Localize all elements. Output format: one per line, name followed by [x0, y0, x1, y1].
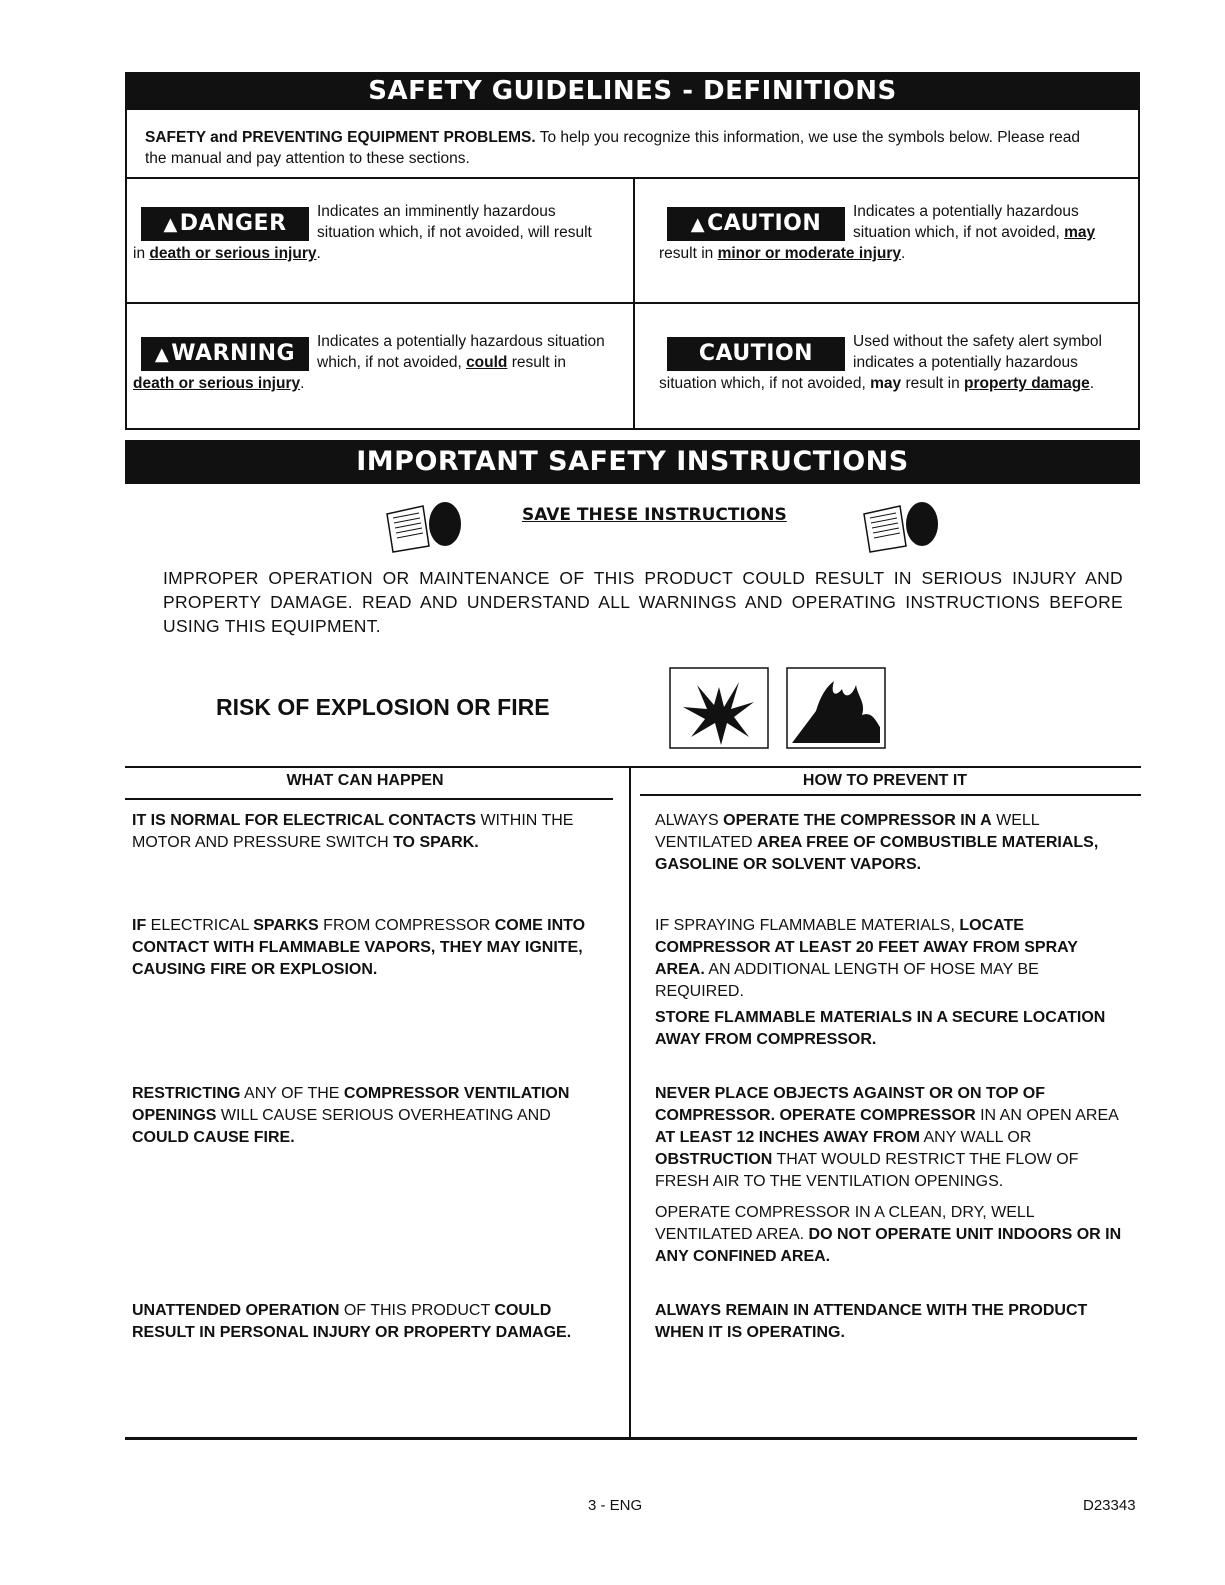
bold-text: SPARKS — [253, 917, 319, 934]
intro-bold: SAFETY and PREVENTING EQUIPMENT PROBLEMS. — [145, 129, 536, 146]
bold-text: STORE FLAMMABLE MATERIALS IN A SECURE LOCATION AWAY FROM COMPRESSOR. — [655, 1009, 1106, 1048]
warning-consequence: death or serious injury — [133, 375, 301, 392]
prevention-cell — [655, 1300, 1130, 1344]
bold-text: RESTRICTING — [132, 1085, 241, 1102]
warning-text-2: result in — [507, 354, 566, 371]
bold-text: NEVER PLACE OBJECTS AGAINST OR ON TOP OF COMPRESSOR. OPERATE COMPRESSOR — [655, 1085, 1045, 1124]
text: IN AN OPEN AREA — [975, 1107, 1118, 1124]
intro-text: To help you recognize this information, we use the symbols below. Please read the manual and pay attention to these sections. — [145, 129, 1080, 167]
text: ALWAYS — [655, 812, 724, 829]
period: . — [901, 245, 906, 262]
period: . — [1089, 375, 1095, 392]
warning-text: Indicates a potentially hazardous situation which, if not avoided, — [317, 333, 605, 371]
warning-definition — [133, 331, 607, 394]
caution-plain-text: Used without the safety alert symbol indicates a potentially hazardous situation which, if not avoided, — [659, 333, 1102, 392]
text: THAT WOULD RESTRICT THE FLOW OF FRESH AIR TO THE VENTILATION OPENINGS. — [655, 1151, 1079, 1190]
text: ANY WALL OR — [919, 1129, 1032, 1146]
danger-consequence: death or serious injury — [149, 245, 317, 262]
caution-plain-signal — [667, 337, 845, 371]
risk-title: RISK OF EXPLOSION OR FIRE — [216, 694, 550, 720]
bold-text: COULD RESULT IN PERSONAL INJURY OR PROPERTY DAMAGE. — [132, 1302, 572, 1341]
bold-text: COME INTO CONTACT WITH FLAMMABLE VAPORS, THEY MAY IGNITE, CAUSING FIRE OR EXPLOSION. — [132, 917, 586, 978]
bold-text: TO SPARK. — [393, 834, 479, 851]
caution-plain-text-2: result in — [901, 375, 965, 392]
prevention-cell — [655, 1202, 1130, 1268]
prevention-cell — [655, 1083, 1130, 1193]
table-top-rule — [125, 766, 1141, 768]
bold-text: COMPRESSOR VENTILATION OPENINGS — [132, 1085, 570, 1124]
text: ELECTRICAL — [146, 917, 254, 934]
prevention-cell — [655, 810, 1130, 876]
bold-text: AREA FREE OF COMBUSTIBLE MATERIALS, GASOLINE OR SOLVENT VAPORS. — [655, 834, 1099, 873]
table-header-rule — [640, 794, 1141, 796]
divider — [633, 177, 635, 430]
hazard-cell — [132, 1083, 602, 1149]
text: WILL CAUSE SERIOUS OVERHEATING AND — [216, 1107, 551, 1124]
definitions-box — [125, 107, 1140, 430]
read-manual-icon — [862, 496, 942, 554]
bold-text: IF — [132, 917, 147, 934]
alert-triangle-icon: ▲ — [163, 214, 178, 235]
warning-label: WARNING — [171, 341, 296, 366]
caution-alert-signal — [667, 207, 845, 241]
text: AN ADDITIONAL LENGTH OF HOSE MAY BE REQUIRED. — [655, 961, 1039, 1000]
danger-signal — [141, 207, 309, 241]
caution-text: Indicates a potentially hazardous situation which, if not avoided, — [853, 203, 1079, 241]
column-header-what: WHAT CAN HAPPEN — [286, 772, 444, 789]
prevention-cell — [655, 1007, 1130, 1051]
document-code: D23343 — [1083, 1497, 1136, 1514]
text: IF SPRAYING FLAMMABLE MATERIALS, — [655, 917, 960, 934]
caution-may: may — [1064, 224, 1096, 241]
caution-plain-may: may — [870, 375, 902, 392]
text: WITHIN THE MOTOR AND PRESSURE SWITCH — [132, 812, 574, 851]
bold-text: OPERATE THE COMPRESSOR IN A — [723, 812, 992, 829]
intro-paragraph — [145, 127, 1105, 169]
bold-text: AT LEAST 12 INCHES AWAY FROM — [655, 1129, 920, 1146]
fire-icon — [786, 667, 886, 749]
danger-definition — [133, 201, 607, 264]
text: OPERATE COMPRESSOR IN A CLEAN, DRY, WELL VENTILATED AREA. — [655, 1204, 1035, 1243]
alert-triangle-icon: ▲ — [154, 344, 170, 365]
hazard-cell — [132, 915, 602, 981]
bold-text: OBSTRUCTION — [655, 1151, 773, 1168]
alert-triangle-icon: ▲ — [690, 214, 706, 235]
bold-text: UNATTENDED OPERATION — [132, 1302, 340, 1319]
caution-label: CAUTION — [698, 341, 814, 366]
text: FROM COMPRESSOR — [318, 917, 495, 934]
prevention-cell — [655, 915, 1130, 1003]
caution-consequence: minor or moderate injury — [717, 245, 902, 262]
bold-text: DO NOT OPERATE UNIT INDOORS OR IN ANY CONFINED AREA. — [655, 1226, 1122, 1265]
caution-plain-definition — [659, 331, 1119, 394]
save-instructions: SAVE THESE INSTRUCTIONS — [522, 505, 787, 525]
table-column-divider — [629, 766, 631, 1440]
period: . — [300, 375, 305, 392]
page-number: 3 - ENG — [588, 1497, 643, 1514]
text: ANY OF THE — [240, 1085, 344, 1102]
column-header-how: HOW TO PREVENT IT — [802, 772, 968, 789]
read-manual-icon — [385, 496, 465, 554]
bold-text: IT IS NORMAL FOR ELECTRICAL CONTACTS — [132, 812, 476, 829]
warning-signal — [141, 337, 309, 371]
section-title-definitions: SAFETY GUIDELINES - DEFINITIONS — [125, 72, 1140, 110]
period: . — [316, 245, 321, 262]
bold-text: LOCATE COMPRESSOR AT LEAST 20 FEET AWAY FROM SPRAY AREA. — [655, 917, 1078, 978]
caution-plain-consequence: property damage — [964, 375, 1090, 392]
improper-operation-warning: IMPROPER OPERATION OR MAINTENANCE OF THIS PRODUCT COULD RESULT IN SERIOUS INJURY AND PROPERTY DAMAGE. READ AND UNDERSTAND ALL WARNINGS AND OPERATING INSTRUCTIONS BEFORE USING THIS EQUIPMENT. — [163, 568, 1123, 636]
danger-text: Indicates an imminently hazardous situation which, if not avoided, will result in — [133, 203, 592, 262]
explosion-icon — [669, 667, 769, 749]
caution-alert-definition — [659, 201, 1119, 264]
section-title-important: IMPORTANT SAFETY INSTRUCTIONS — [125, 440, 1140, 484]
bold-text: ALWAYS REMAIN IN ATTENDANCE WITH THE PRODUCT WHEN IT IS OPERATING. — [655, 1302, 1088, 1341]
text: WELL VENTILATED — [655, 812, 1040, 851]
text: OF THIS PRODUCT — [339, 1302, 495, 1319]
danger-label: DANGER — [179, 211, 287, 236]
hazard-cell — [132, 1300, 602, 1344]
warning-could: could — [466, 354, 508, 371]
caution-text-2: result in — [659, 245, 718, 262]
caution-label: CAUTION — [707, 211, 822, 236]
bold-text: COULD CAUSE FIRE. — [132, 1129, 295, 1146]
table-header-rule — [125, 798, 613, 800]
hazard-cell — [132, 810, 602, 854]
table-bottom-rule — [125, 1437, 1137, 1440]
